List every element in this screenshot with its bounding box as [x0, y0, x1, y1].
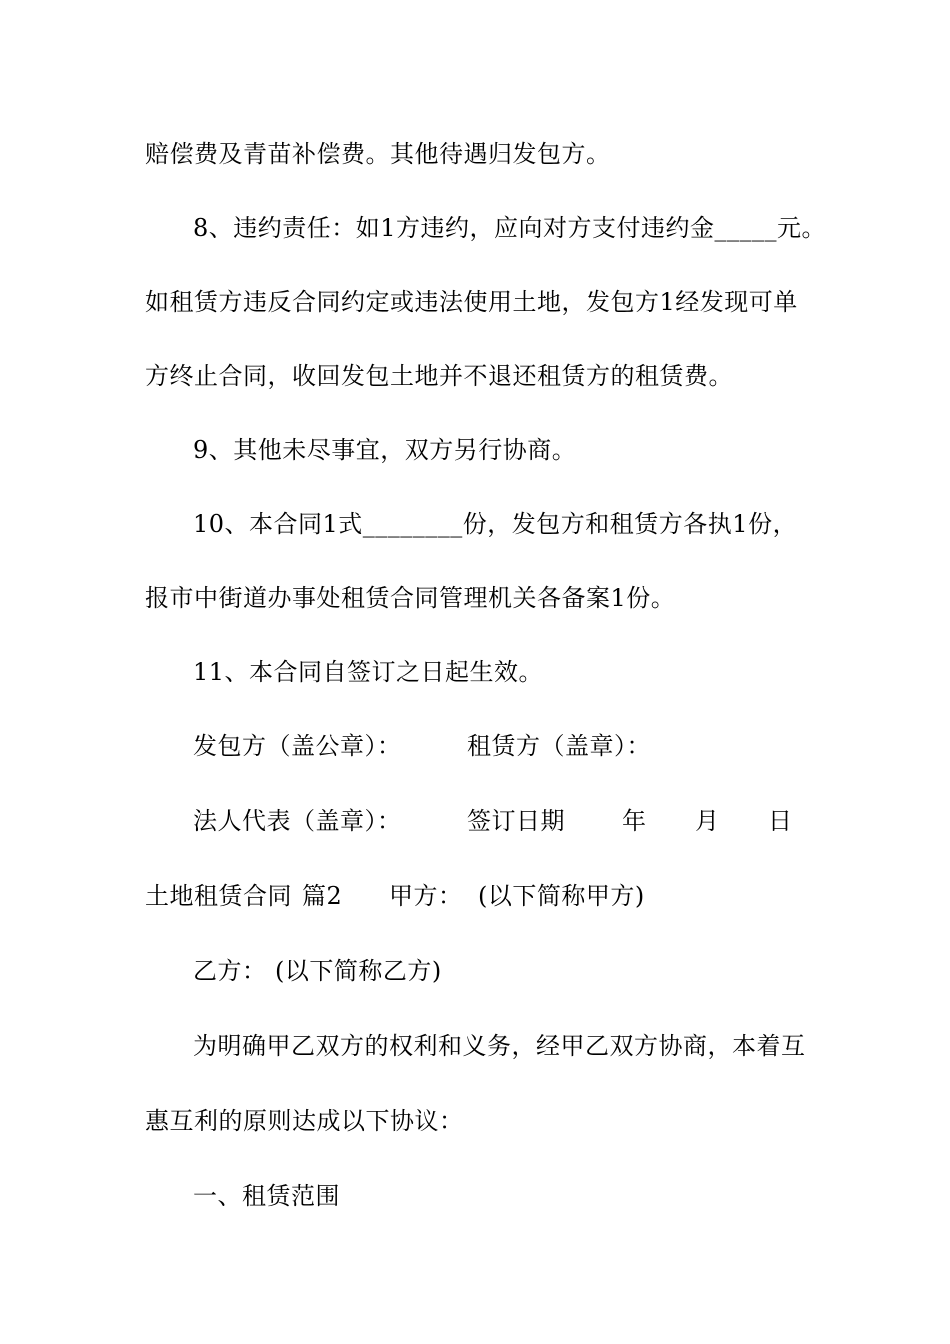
intro-line: 惠互利的原则达成以下协议：: [145, 1107, 464, 1135]
paragraph-line: 9、其他未尽事宜，双方另行协商。: [193, 436, 577, 464]
paragraph-line: 11、本合同自签订之日起生效。: [193, 658, 544, 686]
month-label: 月: [695, 807, 720, 835]
paragraph-line: 赔偿费及青苗补偿费。其他待遇归发包方。: [145, 140, 611, 168]
paragraph-line: 方终止合同，收回发包土地并不退还租赁方的租赁费。: [145, 362, 733, 390]
party-a-label: 甲方：: [389, 882, 463, 910]
intro-line: 为明确甲乙双方的权利和义务，经甲乙双方协商，本着互: [193, 1032, 806, 1060]
paragraph-line: 10、本合同1式________份，发包方和租赁方各执1份，: [193, 510, 798, 538]
paragraph-line: 如租赁方违反合同约定或违法使用土地，发包方1经发现可单: [145, 288, 798, 316]
paragraph-line: 8、违约责任：如1方违约，应向对方支付违约金_____元。: [193, 214, 827, 242]
day-label: 日: [768, 807, 793, 835]
party-b-label: 乙方：: [193, 957, 267, 985]
legal-rep-label: 法人代表（盖章）：: [193, 807, 402, 835]
section-part: 篇2: [302, 882, 343, 910]
paragraph-line: 报市中街道办事处租赁合同管理机关各备案1份。: [145, 584, 676, 612]
contractor-seal-label: 发包方（盖公章）：: [193, 732, 402, 760]
section-heading: 一、租赁范围: [193, 1182, 340, 1210]
party-a-note: (以下简称甲方): [478, 882, 645, 910]
party-b-note: (以下简称乙方): [275, 957, 442, 985]
year-label: 年: [622, 807, 647, 835]
sign-date-label: 签订日期: [467, 807, 565, 835]
section-title: 土地租赁合同: [145, 882, 292, 910]
lessee-seal-label: 租赁方（盖章）：: [467, 732, 651, 760]
